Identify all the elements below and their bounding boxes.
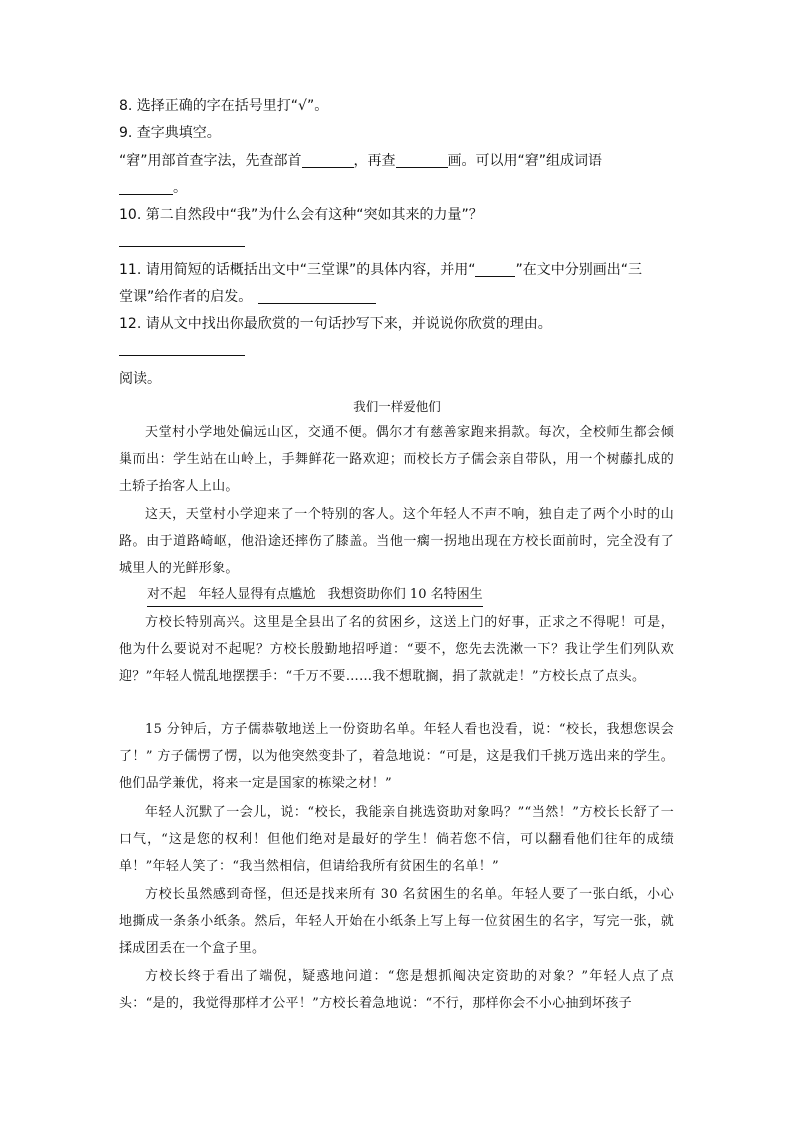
question-9-line-2 [119, 178, 187, 198]
stroke-count-blank[interactable] [396, 153, 448, 168]
article-paragraph-4: 方校长特别高兴。这里是全县出了名的贫困乡，这送上门的好事，正求之不得呢！可是，他为什么要说对不起呢？方校长殷勤地招呼道：“要不，您先去洗漱一下？我让学生们列队欢迎？”年轻人慌乱地摆摆手：“千万不要……我不想耽搁，捐了款就走！”方校长点了点头。 [119, 615, 674, 684]
article-paragraph-6: 年轻人沉默了一会儿，说：“校长，我能亲自挑选资助对象吗？”“当然！”方校长长舒了一口气，“这是您的权利！但他们绝对是最好的学生！倘若您不信，可以翻看他们往年的成绩单！”年轻人笑了：“我当然相信，但请给我所有贫困生的名单！” [119, 805, 674, 874]
question-11-line-1 [119, 260, 642, 280]
article-title: 我们一样爱他们 [353, 399, 441, 414]
question-9-line-1 [119, 151, 602, 171]
article-paragraph-7: 方校长虽然感到奇怪，但还是找来所有 30 名贫困生的名单。年轻人要了一张白纸，小心地撕成一条条小纸条。然后，年轻人开始在小纸条上写上每一位贫困生的名字，写完一张，就揉成团丢在一个盒子里。 [119, 887, 674, 956]
answer-line-11[interactable] [258, 289, 376, 304]
answer-line-10[interactable] [119, 246, 245, 247]
question-12: 12. 请从文中找出你最欣赏的一句话抄写下来，并说说你欣赏的理由。 [119, 316, 552, 332]
punctuation-exercise-line: 对不起 年轻人显得有点尴尬 我想资助你们 10 名特困生 [147, 585, 483, 607]
radical-blank[interactable] [302, 153, 354, 168]
answer-line-12[interactable] [119, 355, 245, 356]
article-paragraph-2: 这天，天堂村小学迎来了一个特别的客人。这个年轻人不声不响，独自走了两个小时的山路。由于道路崎岖，他沿途还摔伤了膝盖。当他一瘸一拐地出现在方校长面前时，完全没有了城里人的光鲜形象。 [119, 507, 674, 576]
article-paragraph-5: 15 分钟后，方子儒恭敬地送上一份资助名单。年轻人看也没看，说：“校长，我想您误会了！” 方子儒愣了愣，以为他突然变卦了，着急地说：“可是，这是我们千挑万选出来的学生。他们品学兼优，将来一定是国家的栋梁之材！” [119, 722, 674, 791]
underline-marker [475, 262, 515, 277]
question-10: 10. 第二自然段中“我”为什么会有这种“突如其来的力量”？ [119, 207, 483, 223]
word-blank[interactable] [119, 180, 173, 195]
q11-text-c: 堂课”给作者的启发。 [119, 289, 253, 305]
reading-label: 阅读。 [119, 371, 161, 387]
question-8: 8. 选择正确的字在括号里打“√”。 [119, 98, 329, 114]
q9-end: 。 [173, 180, 187, 196]
question-11-line-2 [119, 287, 376, 307]
q9-text-c: 画。可以用“窘”组成词语 [447, 153, 603, 169]
q11-text-a: 11. 请用简短的话概括出文中“三堂课”的具体内容，并用“ [119, 262, 476, 278]
q9-text-a: “窘”用部首查字法，先查部首 [119, 153, 302, 169]
question-9: 9. 查字典填空。 [119, 125, 221, 141]
article-paragraph-8: 方校长终于看出了端倪，疑惑地问道：“您是想抓阄决定资助的对象？”年轻人点了点头：“是的，我觉得那样才公平！”方校长着急地说：“不行，那样你会不小心抽到坏孩子 [119, 969, 674, 1011]
q11-text-b: ”在文中分别画出“三 [515, 262, 642, 278]
q9-text-b: ，再查 [353, 153, 396, 169]
article-paragraph-1: 天堂村小学地处偏远山区，交通不便。偶尔才有慈善家跑来捐款。每次，全校师生都会倾巢而出：学生站在山岭上，手舞鲜花一路欢迎；而校长方子儒会亲自带队，用一个树藤扎成的土轿子抬客人上山。 [119, 425, 674, 494]
